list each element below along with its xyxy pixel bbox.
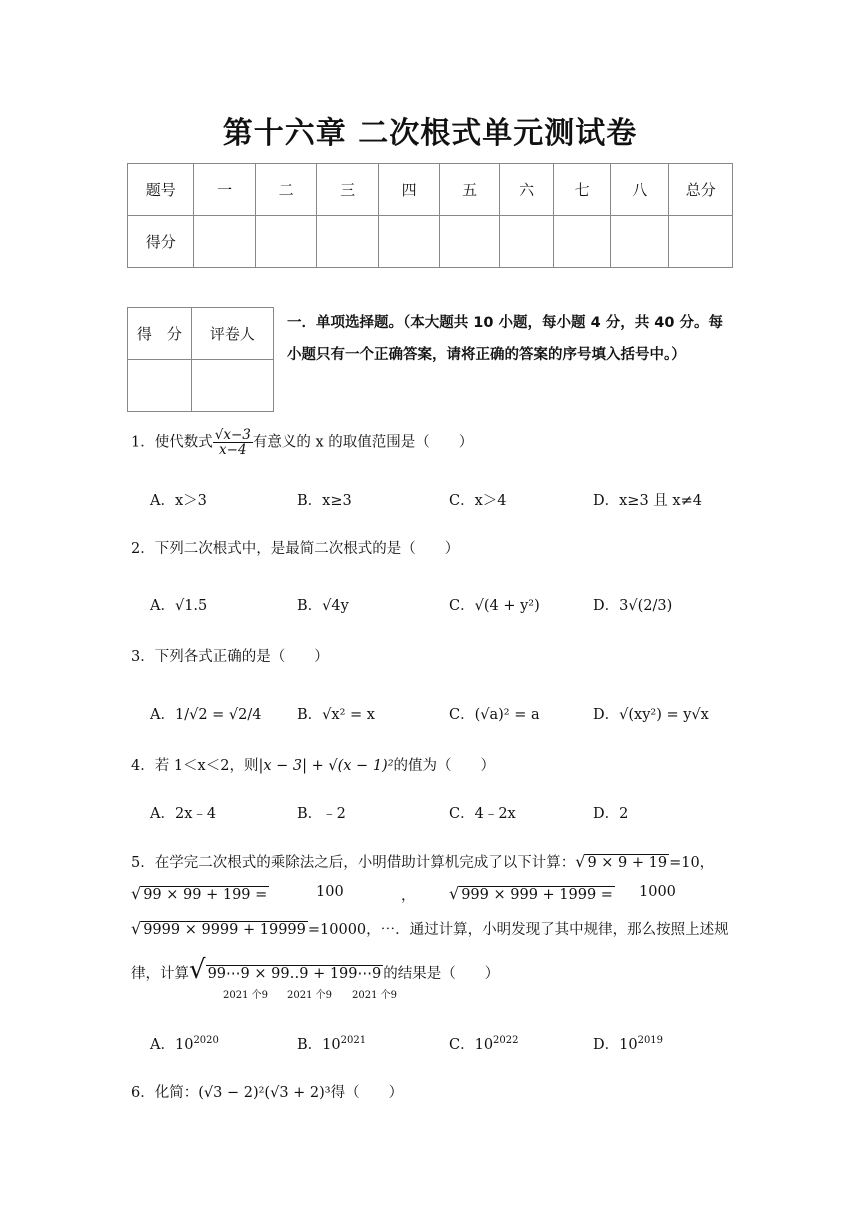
q1-option-a[interactable]: A．x＞3 <box>150 493 207 509</box>
score-row-label: 得分 <box>128 216 194 268</box>
q5-res-1: =10， <box>669 855 715 871</box>
q5-line1-text: 5．在学完二次根式的乘除法之后，小明借助计算机完成了以下计算： <box>131 855 576 871</box>
q5-res-3: 1000 <box>639 884 676 900</box>
score-input-cell[interactable] <box>554 216 611 268</box>
score-cell: 七 <box>554 164 611 216</box>
question-2: 2．下列二次根式中，是最简二次根式的是（ ） <box>131 541 460 557</box>
q3-option-d[interactable]: D．√(xy²) = y√x <box>593 707 709 723</box>
question-5-line-2 <box>131 884 269 903</box>
q1-option-c[interactable]: C．x＞4 <box>449 493 507 509</box>
q5-expr-3: 999 × 999 + 1999 = <box>461 887 613 903</box>
score-table-score-row <box>128 216 733 268</box>
score-input-cell[interactable] <box>194 216 255 268</box>
q4-prefix: 4．若 1＜x＜2，则 <box>131 758 259 774</box>
q1-prefix: 1．使代数式 <box>131 434 213 451</box>
q5-res-2: 100 <box>316 884 344 900</box>
score-input-cell[interactable] <box>317 216 378 268</box>
grader-score-cell[interactable] <box>128 360 192 412</box>
q4-expression: |x − 3| + √(x − 1)² <box>258 758 394 774</box>
q1-denominator: x−4 <box>219 442 247 459</box>
q5-big-sqrt: √ 99⋯9 × 99‥9 + 199⋯9 <box>189 955 382 985</box>
q2-option-b[interactable]: B．√4y <box>297 598 349 614</box>
score-cell: 六 <box>499 164 554 216</box>
score-input-cell[interactable] <box>669 216 733 268</box>
q1-option-b[interactable]: B．x≥3 <box>297 493 352 509</box>
score-table <box>127 163 733 268</box>
q5-option-d[interactable]: D．$10^{2019}$ <box>593 1035 664 1053</box>
q2-option-a[interactable]: A．√1.5 <box>150 598 208 614</box>
q5-sqrt-4: √ 9999 × 9999 + 19999 <box>131 919 306 938</box>
q5-comma: ， <box>401 888 416 904</box>
q5-option-a[interactable]: A．$10^{2020}$ <box>150 1035 219 1053</box>
q3-option-c[interactable]: C．(√a)² = a <box>449 707 540 723</box>
score-input-cell[interactable] <box>255 216 316 268</box>
question-1 <box>131 428 473 457</box>
q5-under-label-1: 2021 个9 <box>223 990 268 1001</box>
score-input-cell[interactable] <box>440 216 500 268</box>
q5-sqrt-2: √ 99 × 99 + 199 = <box>131 884 268 903</box>
question-6 <box>131 1081 403 1102</box>
q5-expr-1: 9 × 9 + 19 <box>587 855 668 871</box>
q5-sqrt-3: √ 999 × 999 + 1999 = <box>449 884 613 903</box>
q5-big-suffix: 的结果是（ ） <box>383 966 500 982</box>
score-cell: 八 <box>610 164 669 216</box>
q3-option-b[interactable]: B．√x² = x <box>297 707 375 723</box>
q4-option-d[interactable]: D．2 <box>593 806 629 822</box>
q5-option-b[interactable]: B．$10^{2021}$ <box>297 1035 367 1053</box>
grader-name-label: 评卷人 <box>191 308 273 360</box>
q1-suffix: 有意义的 x 的取值范围是（ ） <box>252 434 474 451</box>
score-cell: 五 <box>440 164 500 216</box>
q3-option-a[interactable]: A．1/√2 = √2/4 <box>150 707 262 723</box>
q5-big-expr: 99⋯9 × 99‥9 + 199⋯9 <box>207 966 382 982</box>
score-input-cell[interactable] <box>610 216 669 268</box>
score-cell: 二 <box>255 164 316 216</box>
score-cell: 四 <box>378 164 439 216</box>
q5-expr-4: 9999 × 9999 + 19999 <box>143 922 306 938</box>
q6-expression: (√3 − 2)²(√3 + 2)³ <box>198 1085 331 1101</box>
q5-option-c[interactable]: C．$10^{2022}$ <box>449 1035 519 1053</box>
q1-fraction <box>213 428 253 457</box>
question-3: 3．下列各式正确的是（ ） <box>131 649 329 665</box>
question-5-line-4 <box>131 955 499 985</box>
grader-table <box>127 307 274 412</box>
section-heading: 一．单项选择题。（本大题共 10 小题，每小题 4 分，共 40 分。每小题只有一个正确答案，请将正确的答案的序号填入括号中。） <box>287 315 723 363</box>
q5-expr-2: 99 × 99 + 199 = <box>143 887 268 903</box>
page-title: 第十六章 二次根式单元测试卷 <box>222 116 638 151</box>
q2-option-d[interactable]: D．3√(2/3) <box>593 598 673 614</box>
score-cell: 一 <box>194 164 255 216</box>
score-input-cell[interactable] <box>378 216 439 268</box>
q5-line4-prefix: 律，计算 <box>131 966 189 982</box>
q4-option-c[interactable]: C．4﹣2x <box>449 806 516 822</box>
grader-score-label: 得 分 <box>128 308 192 360</box>
q2-option-c[interactable]: C．√(4 + y²) <box>449 598 540 614</box>
q4-option-b[interactable]: B．﹣2 <box>297 806 346 822</box>
q4-option-a[interactable]: A．2x﹣4 <box>150 806 217 822</box>
question-5-line-3 <box>131 918 729 939</box>
score-cell: 三 <box>317 164 378 216</box>
score-input-cell[interactable] <box>499 216 554 268</box>
score-table-header-row <box>128 164 733 216</box>
q6-suffix: 得（ ） <box>330 1085 404 1101</box>
q4-suffix: 的值为（ ） <box>393 758 496 774</box>
q5-sqrt-1: √ 9 × 9 + 19 <box>575 852 668 871</box>
q5-line3-tail: =10000，⋯．通过计算，小明发现了其中规律，那么按照上述规 <box>307 922 729 938</box>
q1-option-d[interactable]: D．x≥3 且 x≠4 <box>593 493 702 509</box>
q5-under-label-2: 2021 个9 <box>287 990 332 1001</box>
q1-numerator: √x−3 <box>214 427 251 443</box>
score-cell: 总分 <box>669 164 733 216</box>
question-5-line-1 <box>131 851 714 872</box>
q6-prefix: 6．化简： <box>131 1085 199 1101</box>
question-4 <box>131 754 495 775</box>
q5-under-label-3: 2021 个9 <box>352 990 397 1001</box>
score-cell: 题号 <box>128 164 194 216</box>
grader-name-cell[interactable] <box>191 360 273 412</box>
